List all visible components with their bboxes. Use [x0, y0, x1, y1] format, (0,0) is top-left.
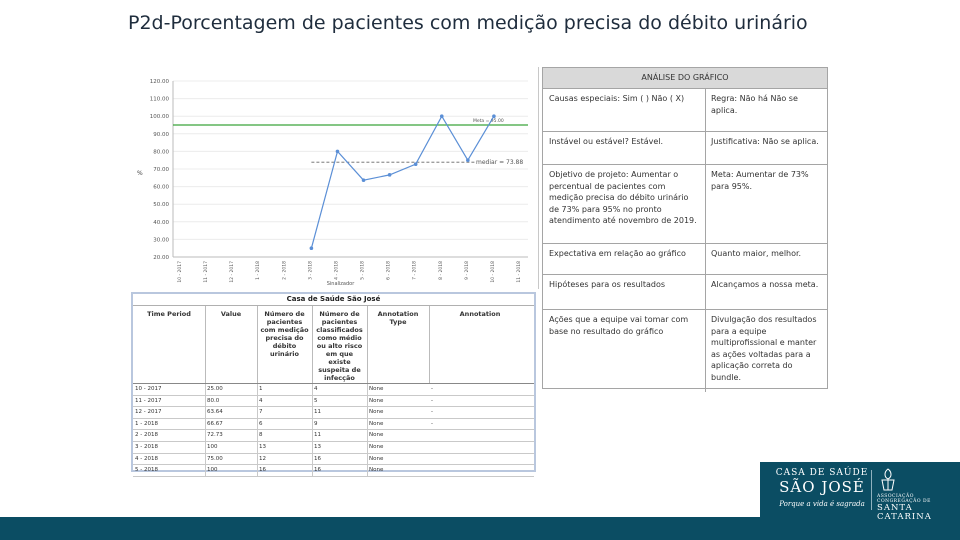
table-cell: 13: [314, 443, 321, 450]
association-emblem-icon: [879, 468, 897, 492]
column-divider: [367, 384, 368, 395]
analysis-question: Hipóteses para os resultados: [549, 280, 666, 289]
slide-title: P2d-Porcentagem de pacientes com medição precisa do débito urinário: [128, 12, 808, 34]
table-cell: -: [431, 386, 433, 392]
x-tick-label: 11 - 2017: [204, 261, 210, 283]
data-table-col-header: Annotation Type: [377, 310, 419, 326]
association-line1: ASSOCIAÇÃO CONGREGAÇÃO DE: [877, 494, 931, 504]
hospital-logo: [772, 468, 872, 509]
column-divider: [367, 306, 368, 383]
column-divider: [257, 384, 258, 395]
logo-area: [760, 462, 960, 522]
data-point: [310, 246, 314, 250]
column-divider: [367, 454, 368, 465]
y-tick-label: 30.00: [153, 237, 169, 244]
data-table: [131, 292, 536, 472]
table-cell: 100: [207, 467, 218, 474]
table-cell: 72.73: [207, 432, 223, 439]
column-divider: [257, 419, 258, 430]
column-divider: [312, 430, 313, 441]
logo-divider: [871, 470, 872, 510]
analysis-answer: Quanto maior, melhor.: [711, 249, 802, 258]
table-row: [133, 384, 534, 396]
analysis-row: [543, 310, 827, 392]
table-cell: 7: [259, 409, 263, 416]
y-tick-label: 50.00: [153, 202, 169, 209]
data-point: [440, 114, 444, 118]
column-divider: [205, 442, 206, 453]
chart-svg: [118, 67, 538, 289]
table-cell: 100: [207, 443, 218, 450]
y-axis-label: %: [137, 170, 143, 177]
analysis-divider: [705, 132, 706, 164]
association-line2: SANTA CATARINA: [877, 503, 932, 522]
data-table-col-header: Número de pacientes com medição precisa do débito urinário: [260, 310, 309, 358]
y-tick-label: 60.00: [153, 184, 169, 191]
data-point: [466, 158, 470, 162]
y-tick-label: 100.00: [149, 114, 169, 121]
analysis-header: ANÁLISE DO GRÁFICO: [543, 68, 827, 89]
column-divider: [367, 465, 368, 476]
table-cell: 16: [259, 467, 266, 474]
analysis-row: [543, 275, 827, 310]
table-cell: 66.67: [207, 420, 223, 427]
x-tick-label: 9 - 2018: [464, 261, 470, 280]
table-row: [133, 419, 534, 431]
goal-label: Meta = 95.00: [473, 119, 504, 124]
analysis-question: Expectativa em relação ao gráfico: [549, 249, 686, 258]
hospital-logo-line1: CASA DE SAÚDE: [775, 468, 869, 478]
column-divider: [205, 396, 206, 407]
table-cell: 11 - 2017: [135, 397, 162, 404]
x-tick-label: 12 - 2017: [230, 261, 236, 283]
table-cell: 4: [314, 386, 318, 392]
run-chart: [118, 67, 539, 289]
table-cell: 4 - 2018: [135, 455, 158, 462]
y-tick-label: 90.00: [153, 131, 169, 138]
analysis-divider: [705, 165, 706, 243]
table-cell: 12: [259, 455, 266, 462]
data-point: [414, 162, 418, 166]
series-line: [311, 116, 494, 248]
column-divider: [205, 384, 206, 395]
y-tick-label: 20.00: [153, 255, 169, 261]
table-cell: 9: [314, 420, 318, 427]
table-row: [133, 430, 534, 442]
analysis-question: Ações que a equipe vai tomar com base no resultado do gráfico: [549, 315, 689, 336]
table-cell: 5 - 2018: [135, 467, 158, 474]
column-divider: [205, 407, 206, 418]
table-cell: 2 - 2018: [135, 432, 158, 439]
table-cell: None: [369, 443, 384, 450]
x-tick-label: 10 - 2017: [178, 261, 183, 283]
table-row: [133, 442, 534, 454]
analysis-answer: Divulgação dos resultados para a equipe multiprofissional e manter as ações voltadas para a aplicação correta do bundle.: [711, 315, 817, 382]
column-divider: [205, 430, 206, 441]
data-point: [492, 114, 496, 118]
table-cell: None: [369, 409, 384, 416]
x-tick-label: 1 - 2018: [256, 261, 262, 280]
analysis-table: [542, 67, 828, 389]
x-tick-label: 11 - 2018: [517, 261, 522, 283]
table-cell: -: [431, 397, 433, 404]
median-label: mediar = 73.88: [476, 159, 524, 167]
x-axis-label: Sinalizador: [326, 281, 355, 287]
data-table-col-header: Value: [220, 310, 242, 318]
table-cell: 16: [314, 467, 321, 474]
table-cell: -: [431, 420, 433, 427]
analysis-divider: [705, 244, 706, 274]
table-cell: 8: [259, 432, 263, 439]
table-cell: -: [431, 409, 433, 416]
x-tick-label: 3 - 2018: [308, 261, 314, 280]
table-cell: 13: [259, 443, 266, 450]
analysis-row: [543, 244, 827, 275]
analysis-answer: Meta: Aumentar de 73% para 95%.: [711, 170, 809, 191]
data-table-body: [133, 384, 534, 477]
x-tick-label: 6 - 2018: [386, 261, 392, 280]
table-cell: None: [369, 467, 384, 474]
analysis-row: [543, 132, 827, 165]
analysis-divider: [705, 310, 706, 392]
table-cell: None: [369, 432, 384, 439]
x-tick-label: 5 - 2018: [360, 261, 366, 280]
y-tick-label: 120.00: [149, 79, 169, 85]
column-divider: [312, 465, 313, 476]
column-divider: [257, 306, 258, 383]
analysis-question: Instável ou estável? Estável.: [549, 137, 664, 146]
y-tick-label: 70.00: [153, 167, 169, 173]
analysis-answer: Alcançamos a nossa meta.: [711, 280, 819, 289]
table-cell: None: [369, 455, 384, 462]
column-divider: [312, 407, 313, 418]
table-row: [133, 454, 534, 466]
column-divider: [367, 396, 368, 407]
column-divider: [367, 442, 368, 453]
data-table-col-header: Número de pacientes classificados como médio ou alto risco em que existe suspeita de infecção: [316, 310, 363, 382]
table-cell: 6: [259, 420, 263, 427]
column-divider: [257, 465, 258, 476]
table-cell: None: [369, 420, 384, 427]
table-row: [133, 396, 534, 408]
analysis-question: Objetivo de projeto: Aumentar o percentual de pacientes com medição precisa do débito urinário de 73% para 95% no pronto atendimento até novembro de 2019.: [549, 170, 697, 225]
column-divider: [312, 419, 313, 430]
table-cell: 1: [259, 386, 263, 392]
y-tick-label: 110.00: [149, 96, 169, 103]
x-tick-label: 4 - 2018: [334, 261, 340, 280]
x-tick-label: 2 - 2018: [282, 261, 288, 280]
y-tick-label: 80.00: [153, 149, 169, 156]
analysis-row: [543, 165, 827, 244]
data-table-header: [133, 306, 534, 384]
table-cell: None: [369, 386, 384, 392]
table-cell: 3 - 2018: [135, 443, 158, 450]
table-cell: 11: [314, 432, 321, 439]
table-cell: None: [369, 397, 384, 404]
column-divider: [205, 454, 206, 465]
table-cell: 5: [314, 397, 318, 404]
x-tick-label: 10 - 2018: [490, 261, 496, 283]
column-divider: [429, 306, 430, 383]
table-cell: 63.64: [207, 409, 223, 416]
table-cell: 80.0: [207, 397, 220, 404]
analysis-answer: Justificativa: Não se aplica.: [711, 137, 819, 146]
data-table-col-header: Time Period: [147, 310, 191, 318]
column-divider: [312, 442, 313, 453]
analysis-question: Causas especiais: Sim ( ) Não ( X): [549, 94, 685, 103]
table-cell: 12 - 2017: [135, 409, 162, 416]
column-divider: [312, 454, 313, 465]
column-divider: [257, 430, 258, 441]
analysis-divider: [705, 275, 706, 309]
footer-band: [0, 517, 960, 540]
hospital-tagline: Porque a vida é sagrada: [779, 500, 865, 508]
column-divider: [367, 407, 368, 418]
table-row: [133, 407, 534, 419]
data-point: [362, 178, 366, 182]
data-table-col-header: Annotation: [459, 310, 501, 318]
column-divider: [257, 396, 258, 407]
column-divider: [205, 306, 206, 383]
column-divider: [312, 306, 313, 383]
data-point: [336, 150, 340, 154]
column-divider: [367, 430, 368, 441]
data-table-caption: Casa de Saúde São José: [133, 294, 534, 306]
x-tick-label: 8 - 2018: [438, 261, 444, 280]
x-tick-label: 7 - 2018: [412, 261, 418, 280]
table-cell: 75.00: [207, 455, 223, 462]
column-divider: [257, 442, 258, 453]
column-divider: [205, 465, 206, 476]
column-divider: [205, 419, 206, 430]
column-divider: [257, 407, 258, 418]
analysis-row: [543, 89, 827, 132]
table-row: [133, 465, 534, 477]
column-divider: [312, 384, 313, 395]
data-point: [388, 173, 392, 177]
column-divider: [312, 396, 313, 407]
column-divider: [257, 454, 258, 465]
y-tick-label: 40.00: [153, 219, 169, 226]
column-divider: [367, 419, 368, 430]
table-cell: 16: [314, 455, 321, 462]
table-cell: 11: [314, 409, 321, 416]
table-cell: 1 - 2018: [135, 420, 158, 427]
table-cell: 4: [259, 397, 263, 404]
analysis-answer: Regra: Não há Não se aplica.: [711, 94, 798, 115]
analysis-divider: [705, 89, 706, 131]
table-cell: 25.00: [207, 386, 223, 392]
table-cell: 10 - 2017: [135, 386, 162, 392]
hospital-logo-line2: SÃO JOSÉ: [779, 478, 865, 496]
